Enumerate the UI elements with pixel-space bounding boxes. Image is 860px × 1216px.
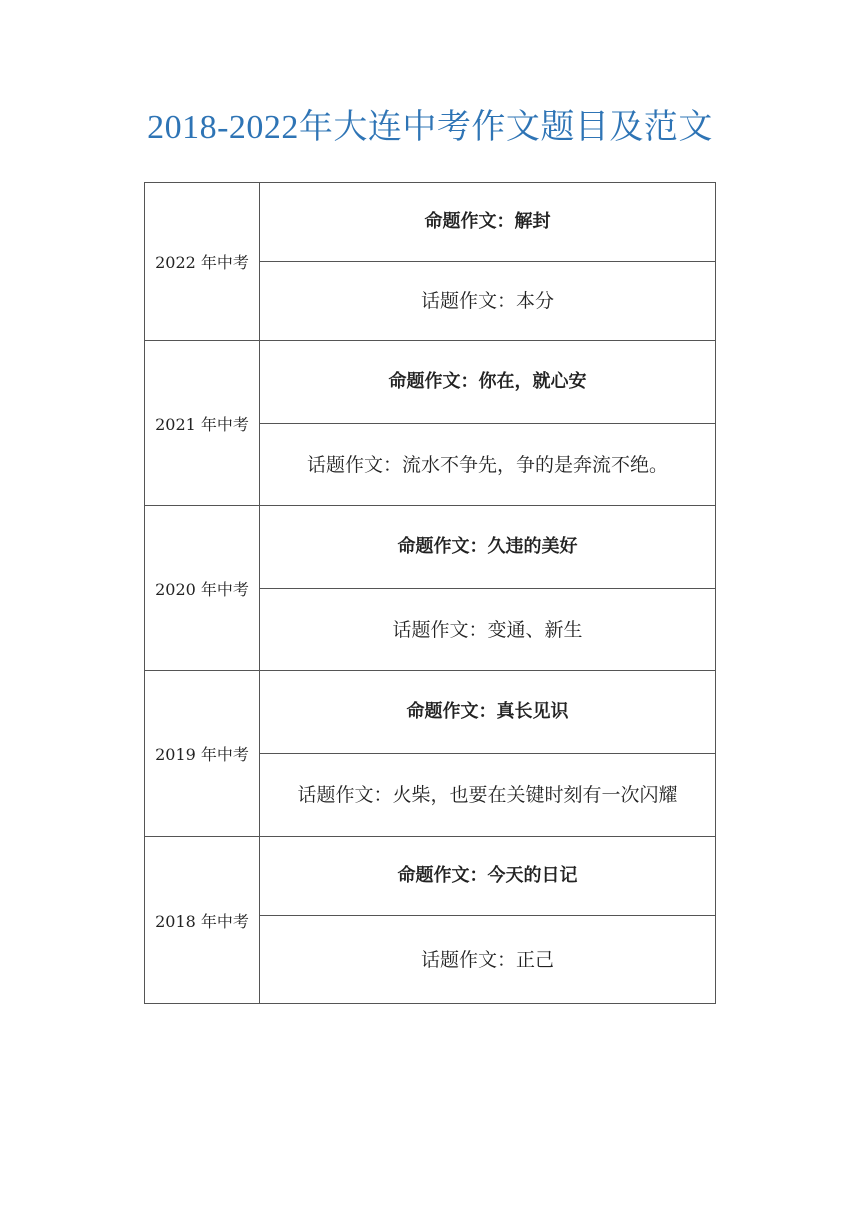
table-row bbox=[145, 183, 716, 262]
proposition-topic-cell: 命题作文：解封 bbox=[260, 183, 716, 262]
table-row bbox=[145, 837, 716, 916]
theme-topic-cell: 话题作文：正己 bbox=[260, 916, 716, 1004]
year-cell: 2020 年中考 bbox=[145, 506, 260, 671]
theme-topic-cell: 话题作文：火柴，也要在关键时刻有一次闪耀 bbox=[260, 754, 716, 837]
table-row bbox=[145, 671, 716, 754]
essay-topics-table bbox=[144, 182, 716, 1004]
year-cell: 2022 年中考 bbox=[145, 183, 260, 341]
year-cell: 2019 年中考 bbox=[145, 671, 260, 837]
theme-topic-cell: 话题作文：本分 bbox=[260, 262, 716, 341]
year-cell: 2018 年中考 bbox=[145, 837, 260, 1004]
theme-topic-cell: 话题作文：流水不争先，争的是奔流不绝。 bbox=[260, 424, 716, 506]
table-row bbox=[145, 341, 716, 424]
proposition-topic-cell: 命题作文：真长见识 bbox=[260, 671, 716, 754]
document-title: 2018-2022年大连中考作文题目及范文 bbox=[147, 109, 713, 146]
proposition-topic-cell: 命题作文：久违的美好 bbox=[260, 506, 716, 589]
table-row bbox=[145, 506, 716, 589]
year-cell: 2021 年中考 bbox=[145, 341, 260, 506]
proposition-topic-cell: 命题作文：今天的日记 bbox=[260, 837, 716, 916]
theme-topic-cell: 话题作文：变通、新生 bbox=[260, 589, 716, 671]
proposition-topic-cell: 命题作文：你在，就心安 bbox=[260, 341, 716, 424]
